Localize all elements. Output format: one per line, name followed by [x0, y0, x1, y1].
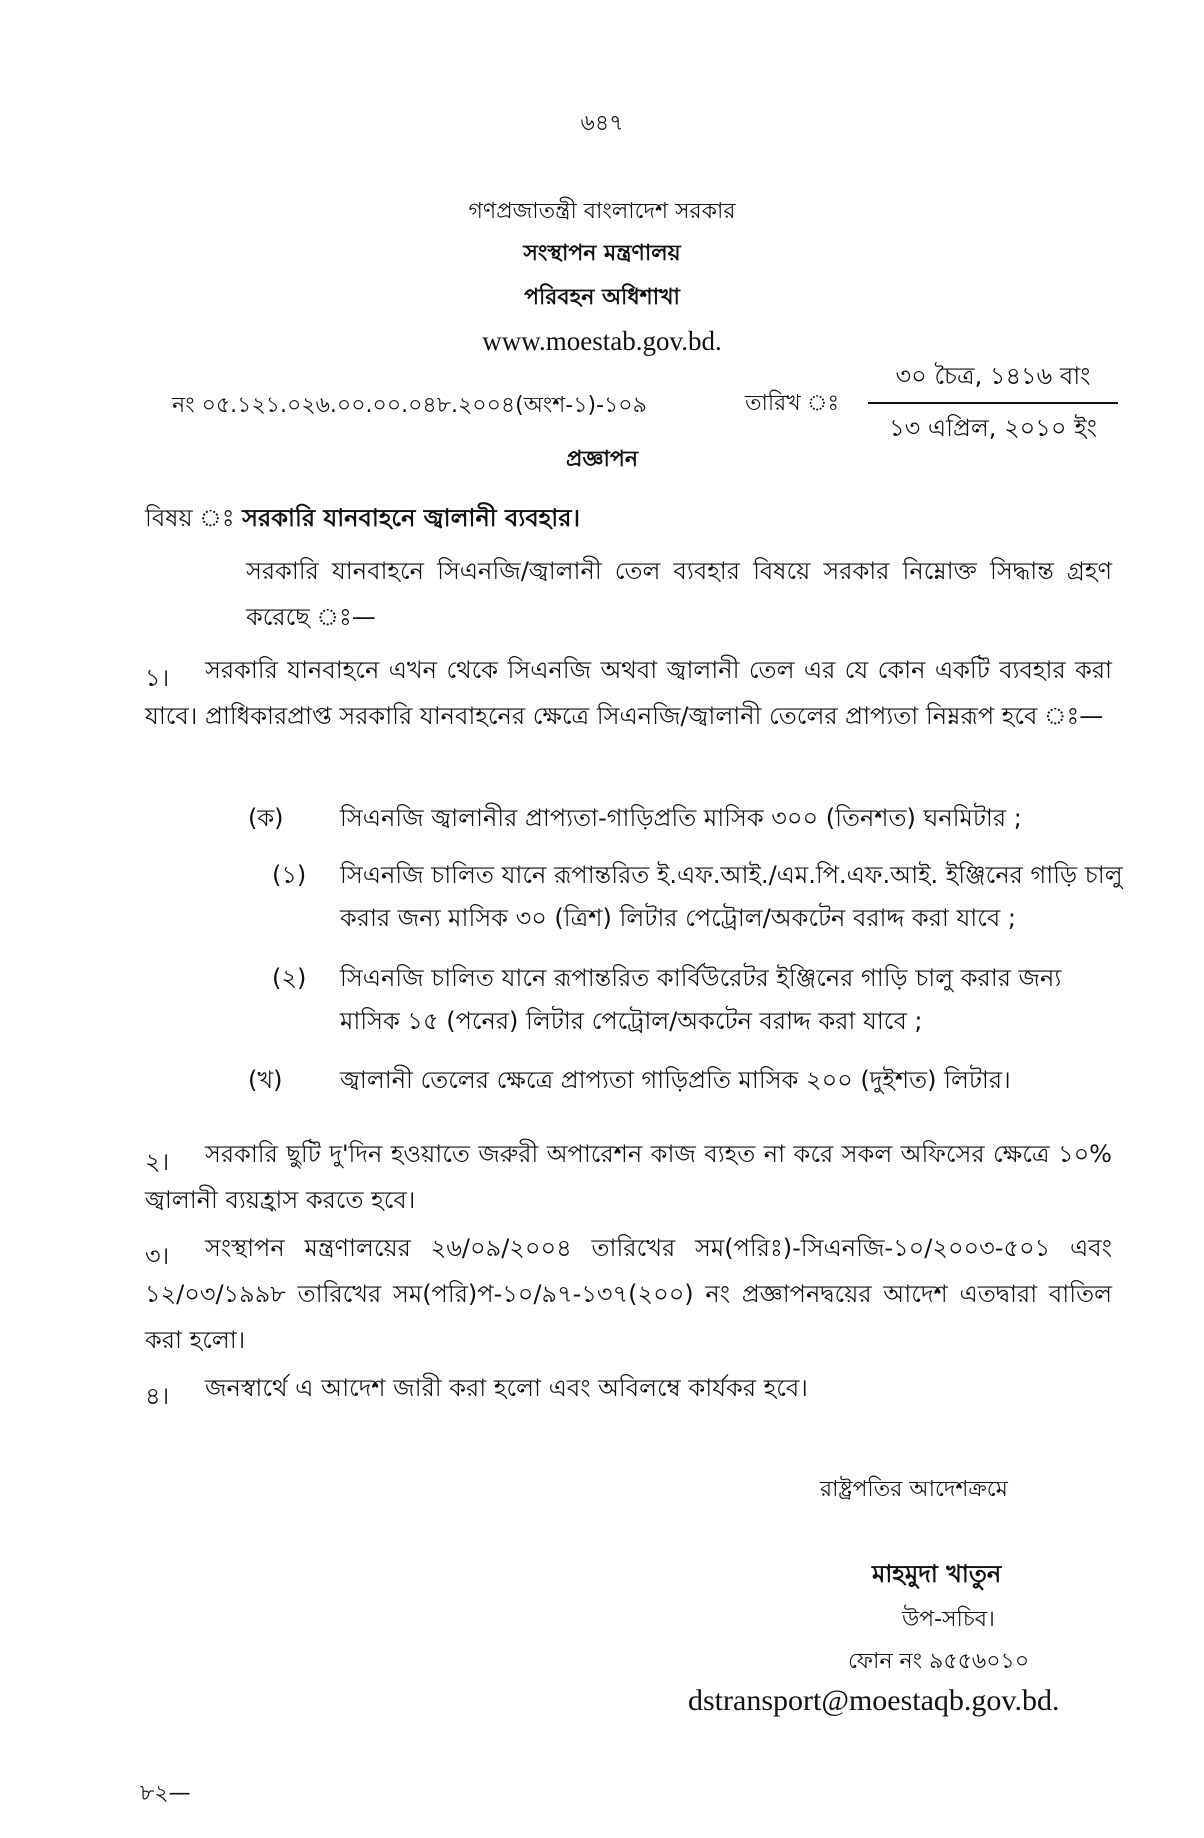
section-number: ২।	[145, 1148, 170, 1176]
signatory-designation: উপ-সচিব।	[902, 1607, 995, 1632]
date-bangla: ৩০ চৈত্র, ১৪১৬ বাং	[868, 358, 1118, 404]
memo-number: নং ০৫.১২১.০২৬.০০.০০.০৪৮.২০০৪(অংশ-১)-১০৯	[172, 393, 647, 418]
section-text: সরকারি ছুটি দু'দিন হওয়াতে জরুরী অপারেশন কাজ ব্যহত না করে সকল অফিসের ক্ষেত্রে ১০% জ্বালানী ব্যয়হ্রাস করতে হবে।	[145, 1140, 1112, 1214]
sub-item-text: মাসিক ১৫ (পনের) লিটার পেট্রোল/অকটেন বরাদ্দ করা যাবে ;	[340, 1007, 923, 1035]
sub-item-label: (২)	[272, 964, 307, 992]
section-number: ৩।	[145, 1242, 170, 1270]
subject-text: সরকারি যানবাহনে জ্বালানী ব্যবহার।	[242, 504, 581, 532]
ministry-name: সংস্থাপন মন্ত্রণালয়	[523, 241, 681, 266]
sub-item-text: করার জন্য মাসিক ৩০ (ত্রিশ) লিটার পেট্রোল/অকটেন বরাদ্দ করা যাবে ;	[340, 904, 1016, 932]
sub-item-text: সিএনজি চালিত যানে রূপান্তরিত ই.এফ.আই./এম.পি.এফ.আই. ইঞ্জিনের গাড়ি চালু	[340, 861, 1123, 889]
website-link: www.moestab.gov.bd.	[482, 326, 722, 356]
section-number: ১।	[145, 664, 170, 692]
date-english: ১৩ এপ্রিল, ২০১০ ইং	[889, 414, 1097, 442]
subject-line	[145, 500, 580, 540]
sub-item-text: জ্বালানী তেলের ক্ষেত্রে প্রাপ্যতা গাড়িপ্রতি মাসিক ২০০ (দুইশত) লিটার।	[340, 1066, 1011, 1094]
date-block	[868, 358, 1118, 450]
signatory-name: মাহমুদা খাতুন	[872, 1560, 1002, 1588]
subject-label: বিষয় ঃ	[145, 504, 235, 532]
order-line: রাষ্ট্রপতির আদেশক্রমে	[820, 1477, 1008, 1502]
intro-paragraph: সরকারি যানবাহনে সিএনজি/জ্বালানী তেল ব্যবহার বিষয়ে সরকার নিম্নোক্ত সিদ্ধান্ত গ্রহণ করেছে ঃ—	[246, 557, 1112, 631]
page-number-top: ৬৪৭	[580, 111, 624, 136]
section-text: জনস্বার্থে এ আদেশ জারী করা হলো এবং অবিলম্বে কার্যকর হবে।	[205, 1374, 808, 1402]
section-text: সরকারি যানবাহনে এখন থেকে সিএনজি অথবা জ্বালানী তেল এর যে কোন একটি ব্যবহার করা যাবে। প্রাধিকারপ্রাপ্ত সরকারি যানবাহনের ক্ষেত্রে সিএনজি/জ্বালানী তেলের প্রাপ্যতা নিম্নরূপ হবে ঃ—	[145, 656, 1112, 730]
government-name: গণপ্রজাতন্ত্রী বাংলাদেশ সরকার	[468, 199, 736, 224]
sub-item-text: সিএনজি জ্বালানীর প্রাপ্যতা-গাড়িপ্রতি মাসিক ৩০০ (তিনশত) ঘনমিটার ;	[340, 804, 1022, 832]
signatory-email: dstransport@moestaqb.gov.bd.	[688, 1684, 1060, 1717]
sub-item-label: (ক)	[248, 804, 284, 832]
sub-item-text: সিএনজি চালিত যানে রূপান্তরিত কার্বিউরেটর ইঞ্জিনের গাড়ি চালু করার জন্য	[340, 964, 1062, 992]
division-name: পরিবহন অধিশাখা	[524, 285, 680, 310]
document-title: প্রজ্ঞাপন	[566, 447, 638, 472]
section-number: ৪।	[145, 1382, 170, 1410]
signatory-phone: ফোন নং ৯৫৫৬০১০	[848, 1649, 1030, 1674]
sub-item-label: (খ)	[248, 1066, 283, 1094]
section-text: সংস্থাপন মন্ত্রণালয়ের ২৬/০৯/২০০৪ তারিখের সম(পরিঃ)-সিএনজি-১০/২০০৩-৫০১ এবং ১২/০৩/১৯৯৮ তারিখের সম(পরি)প-১০/৯৭-১৩৭(২০০) নং প্রজ্ঞাপনদ্বয়ের আদেশ এতদ্বারা বাতিল করা হলো।	[145, 1234, 1112, 1354]
date-label: তারিখ ঃ	[745, 391, 840, 416]
sub-item-label: (১)	[272, 861, 307, 889]
page-number-bottom: ৮২—	[140, 1781, 191, 1806]
